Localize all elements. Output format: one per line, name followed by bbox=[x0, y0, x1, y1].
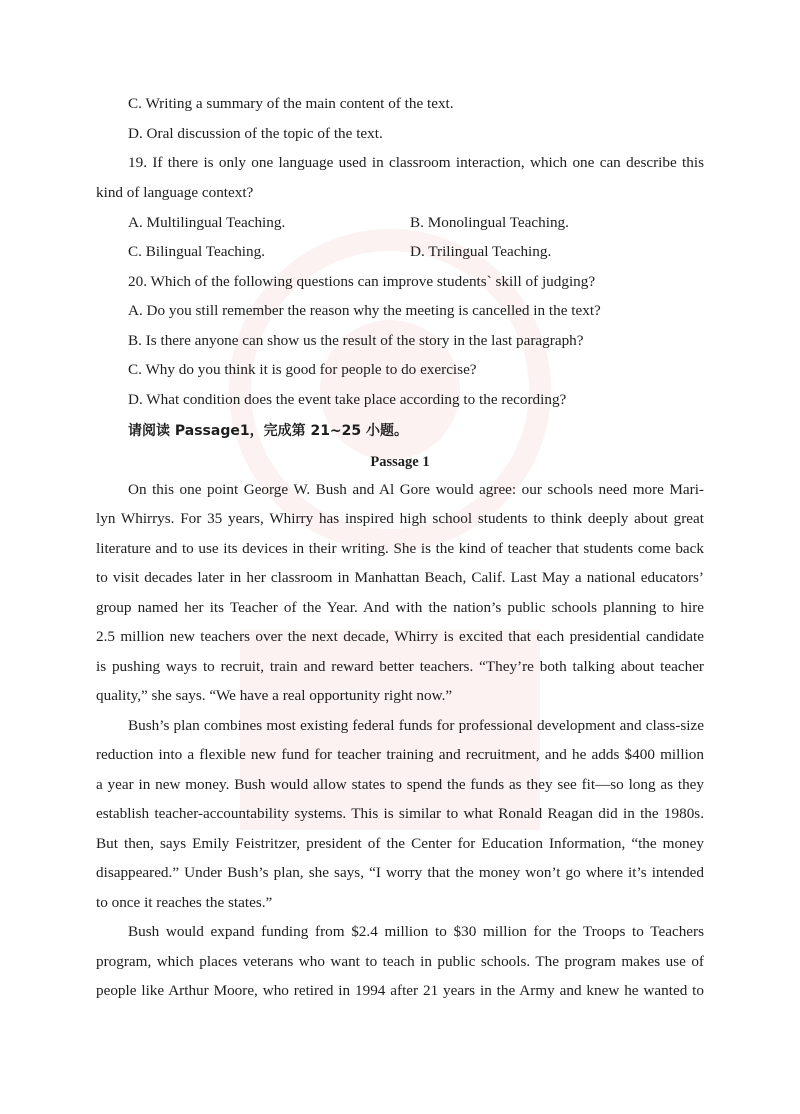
p2-line: reduction into a flexible new fund for teacher training and recruitment, and he adds $400 million bbox=[96, 746, 704, 763]
q20-stem: 20. Which of the following questions can improve students` skill of judging? bbox=[128, 273, 596, 290]
reading-instruction: 请阅读 Passage1，完成第 21~25 小题。 bbox=[128, 423, 409, 439]
passage-title: Passage 1 bbox=[370, 454, 430, 470]
q19-stem-line1: 19. If there is only one language used in classroom interaction, which one can describe this bbox=[128, 154, 704, 171]
p1-line: to visit decades later in her classroom in Manhattan Beach, Calif. Last May a national educators’ bbox=[96, 569, 704, 586]
q19-option-a: A. Multilingual Teaching. bbox=[128, 214, 286, 231]
p1-line: On this one point George W. Bush and Al Gore would agree: our schools need more Mari- bbox=[128, 481, 704, 498]
p1-line: group named her its Teacher of the Year. And with the nation’s public schools planning to hire bbox=[96, 599, 704, 616]
q20-option-a: A. Do you still remember the reason why the meeting is cancelled in the text? bbox=[128, 302, 601, 319]
p2-line: establish teacher-accountability systems. This is similar to what Ronald Reagan did in the 1980s. bbox=[96, 805, 704, 822]
q19-stem-line2: kind of language context? bbox=[96, 184, 254, 201]
q19-option-b: B. Monolingual Teaching. bbox=[410, 214, 569, 231]
p2-line: Bush’s plan combines most existing federal funds for professional development and class-size bbox=[128, 717, 704, 734]
p2-line-last: to once it reaches the states.” bbox=[96, 894, 273, 911]
p1-line: 2.5 million new teachers over the next decade, Whirry is excited that each presidential candidate bbox=[96, 628, 704, 645]
p1-line: is pushing ways to recruit, train and reward better teachers. “They’re both talking about teacher bbox=[96, 658, 704, 675]
q18-option-d: D. Oral discussion of the topic of the text. bbox=[128, 125, 383, 142]
p3-line: program, which places veterans who want to teach in public schools. The program makes use of bbox=[96, 953, 704, 970]
q20-option-c: C. Why do you think it is good for people to do exercise? bbox=[128, 361, 477, 378]
q20-option-b: B. Is there anyone can show us the result of the story in the last paragraph? bbox=[128, 332, 584, 349]
p2-line: disappeared.” Under Bush’s plan, she says, “I worry that the money won’t go where it’s intended bbox=[96, 864, 704, 881]
p3-line: Bush would expand funding from $2.4 million to $30 million for the Troops to Teachers bbox=[128, 923, 704, 940]
p1-line: lyn Whirrys. For 35 years, Whirry has inspired high school students to think deeply about great bbox=[96, 510, 704, 527]
q20-option-d: D. What condition does the event take place according to the recording? bbox=[128, 391, 567, 408]
p2-line: But then, says Emily Feistritzer, president of the Center for Education Information, “the money bbox=[96, 835, 704, 852]
p1-line-last: quality,” she says. “We have a real opportunity right now.” bbox=[96, 687, 453, 704]
q18-option-c: C. Writing a summary of the main content of the text. bbox=[128, 95, 454, 112]
p2-line: a year in new money. Bush would allow states to spend the funds as they see fit—so long as they bbox=[96, 776, 704, 793]
q19-option-d: D. Trilingual Teaching. bbox=[410, 243, 552, 260]
p1-line: literature and to use its devices in their writing. She is the kind of teacher that students come back bbox=[96, 540, 704, 557]
q19-option-c: C. Bilingual Teaching. bbox=[128, 243, 266, 260]
p3-line: people like Arthur Moore, who retired in 1994 after 21 years in the Army and knew he wanted to bbox=[96, 982, 704, 999]
